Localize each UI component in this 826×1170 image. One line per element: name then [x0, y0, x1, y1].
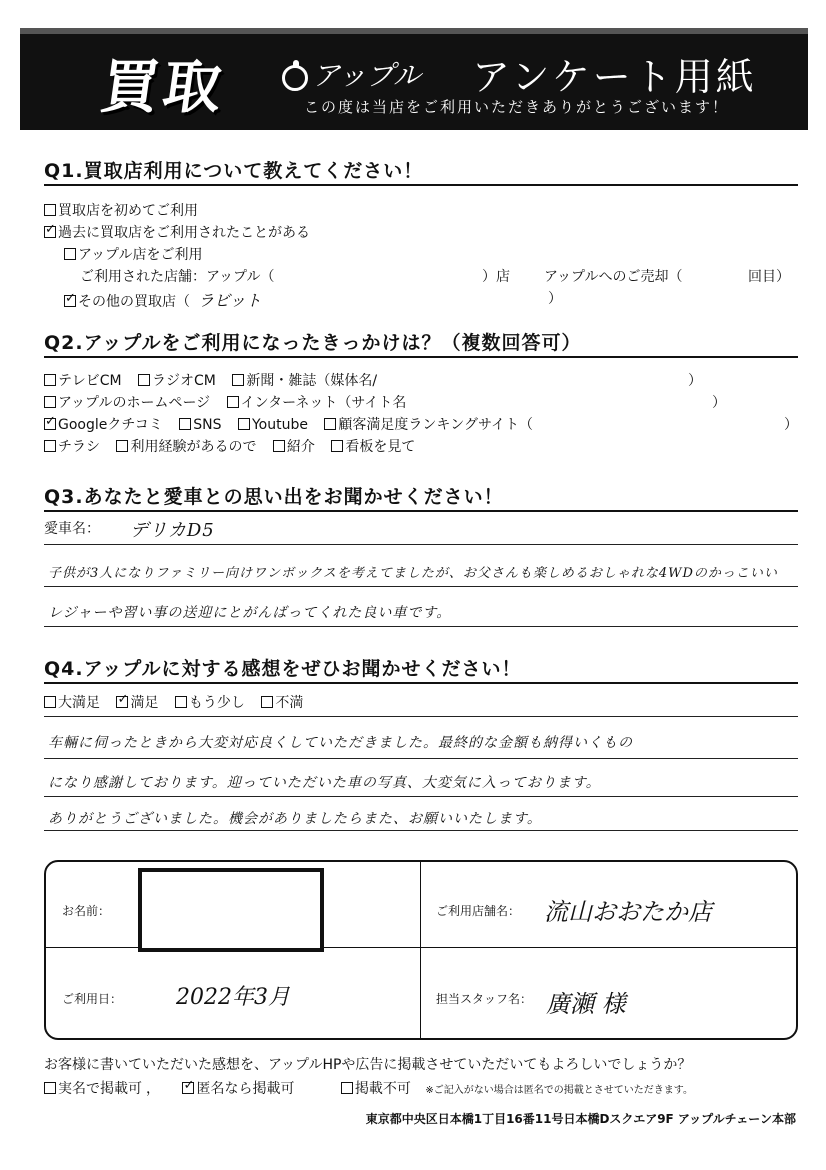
q4-opt1[interactable]	[44, 692, 100, 712]
q3-title: Q3.あなたと愛車との思い出をお聞かせください！	[44, 486, 504, 508]
q2-radio-label: ラジオCM	[152, 373, 216, 389]
q2-row4	[44, 436, 415, 456]
checkbox[interactable]	[44, 204, 56, 216]
q1-count-label: アップルへのご売却（	[544, 269, 683, 285]
q1-opt1[interactable]	[44, 200, 198, 220]
checkbox[interactable]	[331, 440, 343, 452]
q2-tv[interactable]	[44, 370, 122, 390]
q4-title: Q4.アップルに対する感想をぜひお聞かせください！	[44, 658, 522, 680]
q2-paper-label: 新聞・雑誌（媒体名/	[246, 373, 378, 389]
q4-divider	[44, 682, 798, 684]
q1-opt2a[interactable]	[64, 244, 202, 264]
q2-homepage[interactable]	[44, 392, 210, 412]
q2-row1	[44, 370, 377, 390]
q1-store-row	[80, 266, 274, 286]
q3-car-label: 愛車名：	[44, 521, 100, 537]
checkbox[interactable]	[116, 440, 128, 452]
q2-sns-label: SNS	[193, 417, 222, 433]
consent-opt3[interactable]	[341, 1081, 411, 1097]
q2-internet-end: ）	[712, 395, 726, 411]
consent-opt2[interactable]	[182, 1081, 294, 1097]
q1-opt2b-label: その他の買取店（	[78, 294, 190, 310]
q2-experience[interactable]	[116, 436, 256, 456]
consent-opt1[interactable]	[44, 1081, 142, 1097]
q4-answer-line2[interactable]: になり感謝しております。迎っていただいた車の写真、大変気に入っております。	[48, 775, 601, 791]
checkbox[interactable]	[232, 374, 244, 386]
checkbox-checked[interactable]	[44, 226, 56, 238]
survey-title: アンケート用紙	[472, 55, 757, 99]
q1-count-suffix: 回目）	[748, 269, 790, 285]
customer-info-box	[44, 860, 798, 1040]
store-name-value[interactable]: 流山おおたか店	[544, 898, 712, 926]
q4-options	[44, 692, 303, 712]
q2-internet-label: インターネット（サイト名	[240, 395, 407, 411]
q4-opt4-label: 不満	[275, 695, 304, 711]
date-value[interactable]: 2022年3月	[176, 985, 290, 1010]
q3-divider	[44, 510, 798, 512]
q3-answer-line2[interactable]: レジャーや習い事の送迎にとがんばってくれた良い車です。	[48, 605, 452, 621]
q2-flyer[interactable]	[44, 436, 100, 456]
header-big-title: 買取	[96, 53, 231, 121]
logo-text: アップル	[312, 59, 421, 92]
date-label: ご利用日：	[62, 992, 123, 1006]
q2-tv-label: テレビCM	[58, 373, 122, 389]
q1-opt1-label: 買取店を初めてご利用	[58, 203, 198, 219]
checkbox[interactable]	[44, 696, 56, 708]
q4-line-rule-1	[44, 758, 798, 759]
q2-homepage-label: アップルのホームページ	[58, 395, 211, 411]
name-field-redacted[interactable]	[138, 868, 324, 952]
q2-google[interactable]	[44, 414, 163, 434]
q1-store-suffix: ）店	[482, 269, 510, 285]
q2-radio[interactable]	[138, 370, 216, 390]
q2-flyer-label: チラシ	[58, 439, 100, 455]
consent-note: ※ご記入がない場合は匿名での掲載とさせていただきます。	[425, 1085, 693, 1096]
checkbox[interactable]	[341, 1082, 353, 1094]
q2-sign[interactable]	[331, 436, 415, 456]
q2-google-label: Googleクチコミ	[58, 417, 163, 433]
checkbox-checked[interactable]	[182, 1082, 194, 1094]
q2-divider	[44, 356, 798, 358]
apple-logo-icon	[282, 65, 308, 91]
q2-experience-label: 利用経験があるので	[130, 439, 257, 455]
q1-opt2a-label: アップル店をご利用	[78, 247, 203, 263]
checkbox-checked[interactable]	[64, 295, 76, 307]
info-vertical-divider	[420, 862, 421, 1038]
q3-line-rule-2	[44, 626, 798, 627]
consent-opt1-label: 実名で掲載可	[58, 1081, 142, 1097]
checkbox[interactable]	[44, 1082, 56, 1094]
q4-opt3[interactable]	[175, 692, 245, 712]
q2-internet[interactable]	[227, 392, 407, 412]
checkbox[interactable]	[273, 440, 285, 452]
q4-opt4[interactable]	[261, 692, 303, 712]
store-name-label: ご利用店舗名：	[436, 904, 521, 918]
checkbox-checked[interactable]	[116, 696, 128, 708]
q4-answer-line1[interactable]: 车輛に伺ったときから大変対応良くしていただきました。最終的な金額も納得いくもの	[48, 735, 633, 751]
q1-title: Q1.買取店利用について教えてください！	[44, 160, 424, 182]
q3-line-rule-0	[44, 544, 798, 545]
q4-opt2[interactable]	[116, 692, 158, 712]
checkbox[interactable]	[44, 396, 56, 408]
q4-line-rule-2	[44, 796, 798, 797]
q3-car-value[interactable]: デリカD5	[130, 520, 215, 541]
q3-line-rule-1	[44, 586, 798, 587]
q2-referral-label: 紹介	[286, 439, 315, 455]
checkbox[interactable]	[175, 696, 187, 708]
q2-sign-label: 看板を見て	[345, 439, 416, 455]
q1-opt2b[interactable]	[64, 288, 261, 311]
q1-opt2[interactable]	[44, 222, 310, 242]
consent-opt2-label: 匿名なら掲載可	[196, 1081, 295, 1097]
checkbox[interactable]	[44, 374, 56, 386]
q2-sns[interactable]	[179, 417, 221, 433]
checkbox[interactable]	[64, 248, 76, 260]
q2-title: Q2.アップルをご利用になったきっかけは？（複数回答可）	[44, 332, 582, 354]
apple-logo	[282, 54, 421, 94]
q2-ranking[interactable]	[324, 414, 533, 434]
q2-youtube[interactable]	[238, 417, 308, 433]
header-banner	[20, 28, 808, 130]
checkbox[interactable]	[238, 418, 250, 430]
checkbox[interactable]	[179, 418, 191, 430]
q2-youtube-label: Youtube	[251, 417, 308, 433]
company-address: 東京都中央区日本橋1丁目16番11号日本橋Dスクエア9F アップルチェーン本部	[365, 1112, 796, 1126]
q1-store-label: ご利用された店舗：アップル（	[80, 269, 275, 285]
checkbox[interactable]	[138, 374, 150, 386]
checkbox[interactable]	[227, 396, 239, 408]
consent-question: お客様に書いていただいた感想を、アップルHPや広告に掲載させていただいてもよろしいでしょうか？	[44, 1057, 692, 1073]
consent-opt3-label: 掲載不可	[354, 1081, 411, 1097]
q4-opt3-label: もう少し	[188, 695, 245, 711]
q1-divider	[44, 184, 798, 186]
q2-paper[interactable]	[232, 370, 377, 390]
checkbox[interactable]	[261, 696, 273, 708]
q1-opt2b-value[interactable]: ラビット	[198, 291, 262, 310]
survey-subtitle: この度は当店をご利用いただきありがとうございます！	[304, 98, 730, 116]
consent-options	[44, 1078, 693, 1098]
q1-opt2-label: 過去に買取店をご利用されたことがある	[58, 225, 310, 241]
consent-separator: ，	[146, 1081, 160, 1097]
q2-paper-end: ）	[688, 373, 702, 389]
q4-answer-line3[interactable]: ありがとうございました。機会がありましたらまた、お願いいたします。	[48, 811, 542, 827]
q1-opt2b-suffix: ）	[548, 291, 562, 307]
q2-ranking-end: ）	[784, 417, 798, 433]
staff-value[interactable]: 廣瀬 様	[546, 990, 626, 1018]
q2-row2	[44, 392, 406, 412]
checkbox[interactable]	[324, 418, 336, 430]
q2-ranking-label: 顧客満足度ランキングサイト（	[338, 417, 534, 433]
q4-opt1-label: 大満足	[58, 695, 100, 711]
q2-row3	[44, 414, 533, 434]
q4-opt2-label: 満足	[130, 695, 159, 711]
name-label: お名前：	[62, 904, 111, 918]
q4-line-rule-0	[44, 716, 798, 717]
q3-answer-line1[interactable]: 子供が3人になりファミリー向けワンボックスを考えてましたが、お父さんも楽しめるおしゃれな4WDのかっこいい	[48, 566, 778, 581]
checkbox[interactable]	[44, 440, 56, 452]
checkbox-checked[interactable]	[44, 418, 56, 430]
q4-line-rule-3	[44, 830, 798, 831]
q2-referral[interactable]	[273, 436, 315, 456]
staff-label: 担当スタッフ名：	[436, 992, 533, 1006]
